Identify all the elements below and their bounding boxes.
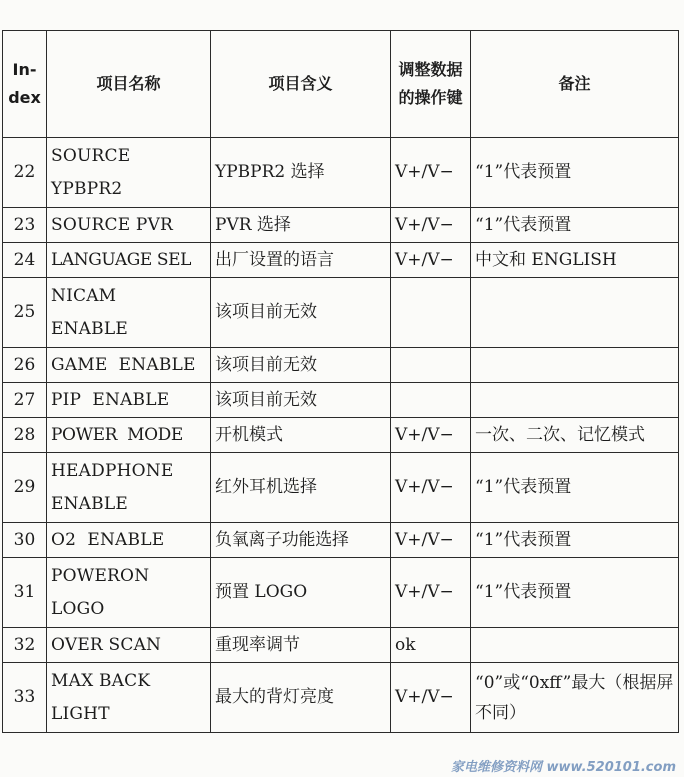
cell-name: PIP ENABLE: [47, 383, 211, 418]
table-row: [3, 243, 679, 278]
cell-remark: [471, 383, 679, 418]
table-header-row: [3, 31, 679, 138]
cell-remark: “1”代表预置: [471, 453, 679, 523]
cell-index: 28: [3, 418, 47, 453]
cell-index: 29: [3, 453, 47, 523]
cell-index: 33: [3, 663, 47, 733]
cell-meaning: 最大的背灯亮度: [211, 663, 391, 733]
cell-index: 32: [3, 628, 47, 663]
cell-remark: “0”或“0xff”最大（根据屏不同）: [471, 663, 679, 733]
cell-name: OVER SCAN: [47, 628, 211, 663]
cell-index: 22: [3, 138, 47, 208]
cell-name: NICAM ENABLE: [47, 278, 211, 348]
cell-remark: “1”代表预置: [471, 208, 679, 243]
cell-keys: V+/V−: [391, 663, 471, 733]
cell-remark: 中文和 ENGLISH: [471, 243, 679, 278]
cell-index: 24: [3, 243, 47, 278]
cell-remark: “1”代表预置: [471, 523, 679, 558]
table-row: [3, 663, 679, 733]
cell-keys: V+/V−: [391, 558, 471, 628]
cell-keys: V+/V−: [391, 523, 471, 558]
cell-name: O2 ENABLE: [47, 523, 211, 558]
table-row: [3, 558, 679, 628]
cell-name: GAME ENABLE: [47, 348, 211, 383]
cell-keys: V+/V−: [391, 243, 471, 278]
table-row: [3, 418, 679, 453]
cell-keys: V+/V−: [391, 138, 471, 208]
cell-meaning: 重现率调节: [211, 628, 391, 663]
cell-name: HEADPHONE ENABLE: [47, 453, 211, 523]
cell-index: 30: [3, 523, 47, 558]
cell-meaning: 红外耳机选择: [211, 453, 391, 523]
table-row: [3, 523, 679, 558]
table-row: [3, 138, 679, 208]
cell-meaning: 负氧离子功能选择: [211, 523, 391, 558]
cell-index: 31: [3, 558, 47, 628]
table-row: [3, 278, 679, 348]
cell-meaning: PVR 选择: [211, 208, 391, 243]
site-watermark: 家电维修资料网 www.520101.com: [450, 760, 676, 775]
cell-meaning: 该项目前无效: [211, 278, 391, 348]
cell-meaning: YPBPR2 选择: [211, 138, 391, 208]
table-row: [3, 453, 679, 523]
table-row: [3, 383, 679, 418]
cell-index: 26: [3, 348, 47, 383]
table-row: [3, 208, 679, 243]
cell-remark: [471, 348, 679, 383]
cell-meaning: 预置 LOGO: [211, 558, 391, 628]
cell-name: MAX BACK LIGHT: [47, 663, 211, 733]
cell-keys: [391, 383, 471, 418]
header-meaning: 项目含义: [211, 31, 391, 138]
cell-keys: V+/V−: [391, 208, 471, 243]
cell-name: SOURCE PVR: [47, 208, 211, 243]
header-keys: 调整数据的操作键: [391, 31, 471, 138]
cell-name: POWER MODE: [47, 418, 211, 453]
header-name: 项目名称: [47, 31, 211, 138]
parameter-table: [2, 30, 679, 733]
cell-meaning: 该项目前无效: [211, 348, 391, 383]
cell-keys: V+/V−: [391, 453, 471, 523]
cell-name: SOURCE YPBPR2: [47, 138, 211, 208]
cell-remark: [471, 628, 679, 663]
cell-meaning: 出厂设置的语言: [211, 243, 391, 278]
cell-keys: [391, 348, 471, 383]
cell-remark: “1”代表预置: [471, 138, 679, 208]
cell-keys: V+/V−: [391, 418, 471, 453]
cell-index: 27: [3, 383, 47, 418]
cell-remark: 一次、二次、记忆模式: [471, 418, 679, 453]
cell-remark: [471, 278, 679, 348]
header-remark: 备注: [471, 31, 679, 138]
cell-name: POWERON LOGO: [47, 558, 211, 628]
cell-keys: ok: [391, 628, 471, 663]
cell-remark: “1”代表预置: [471, 558, 679, 628]
cell-index: 23: [3, 208, 47, 243]
cell-index: 25: [3, 278, 47, 348]
cell-meaning: 开机模式: [211, 418, 391, 453]
table-row: [3, 628, 679, 663]
table-row: [3, 348, 679, 383]
header-index: In-dex: [3, 31, 47, 138]
cell-meaning: 该项目前无效: [211, 383, 391, 418]
cell-name: LANGUAGE SEL: [47, 243, 211, 278]
cell-keys: [391, 278, 471, 348]
